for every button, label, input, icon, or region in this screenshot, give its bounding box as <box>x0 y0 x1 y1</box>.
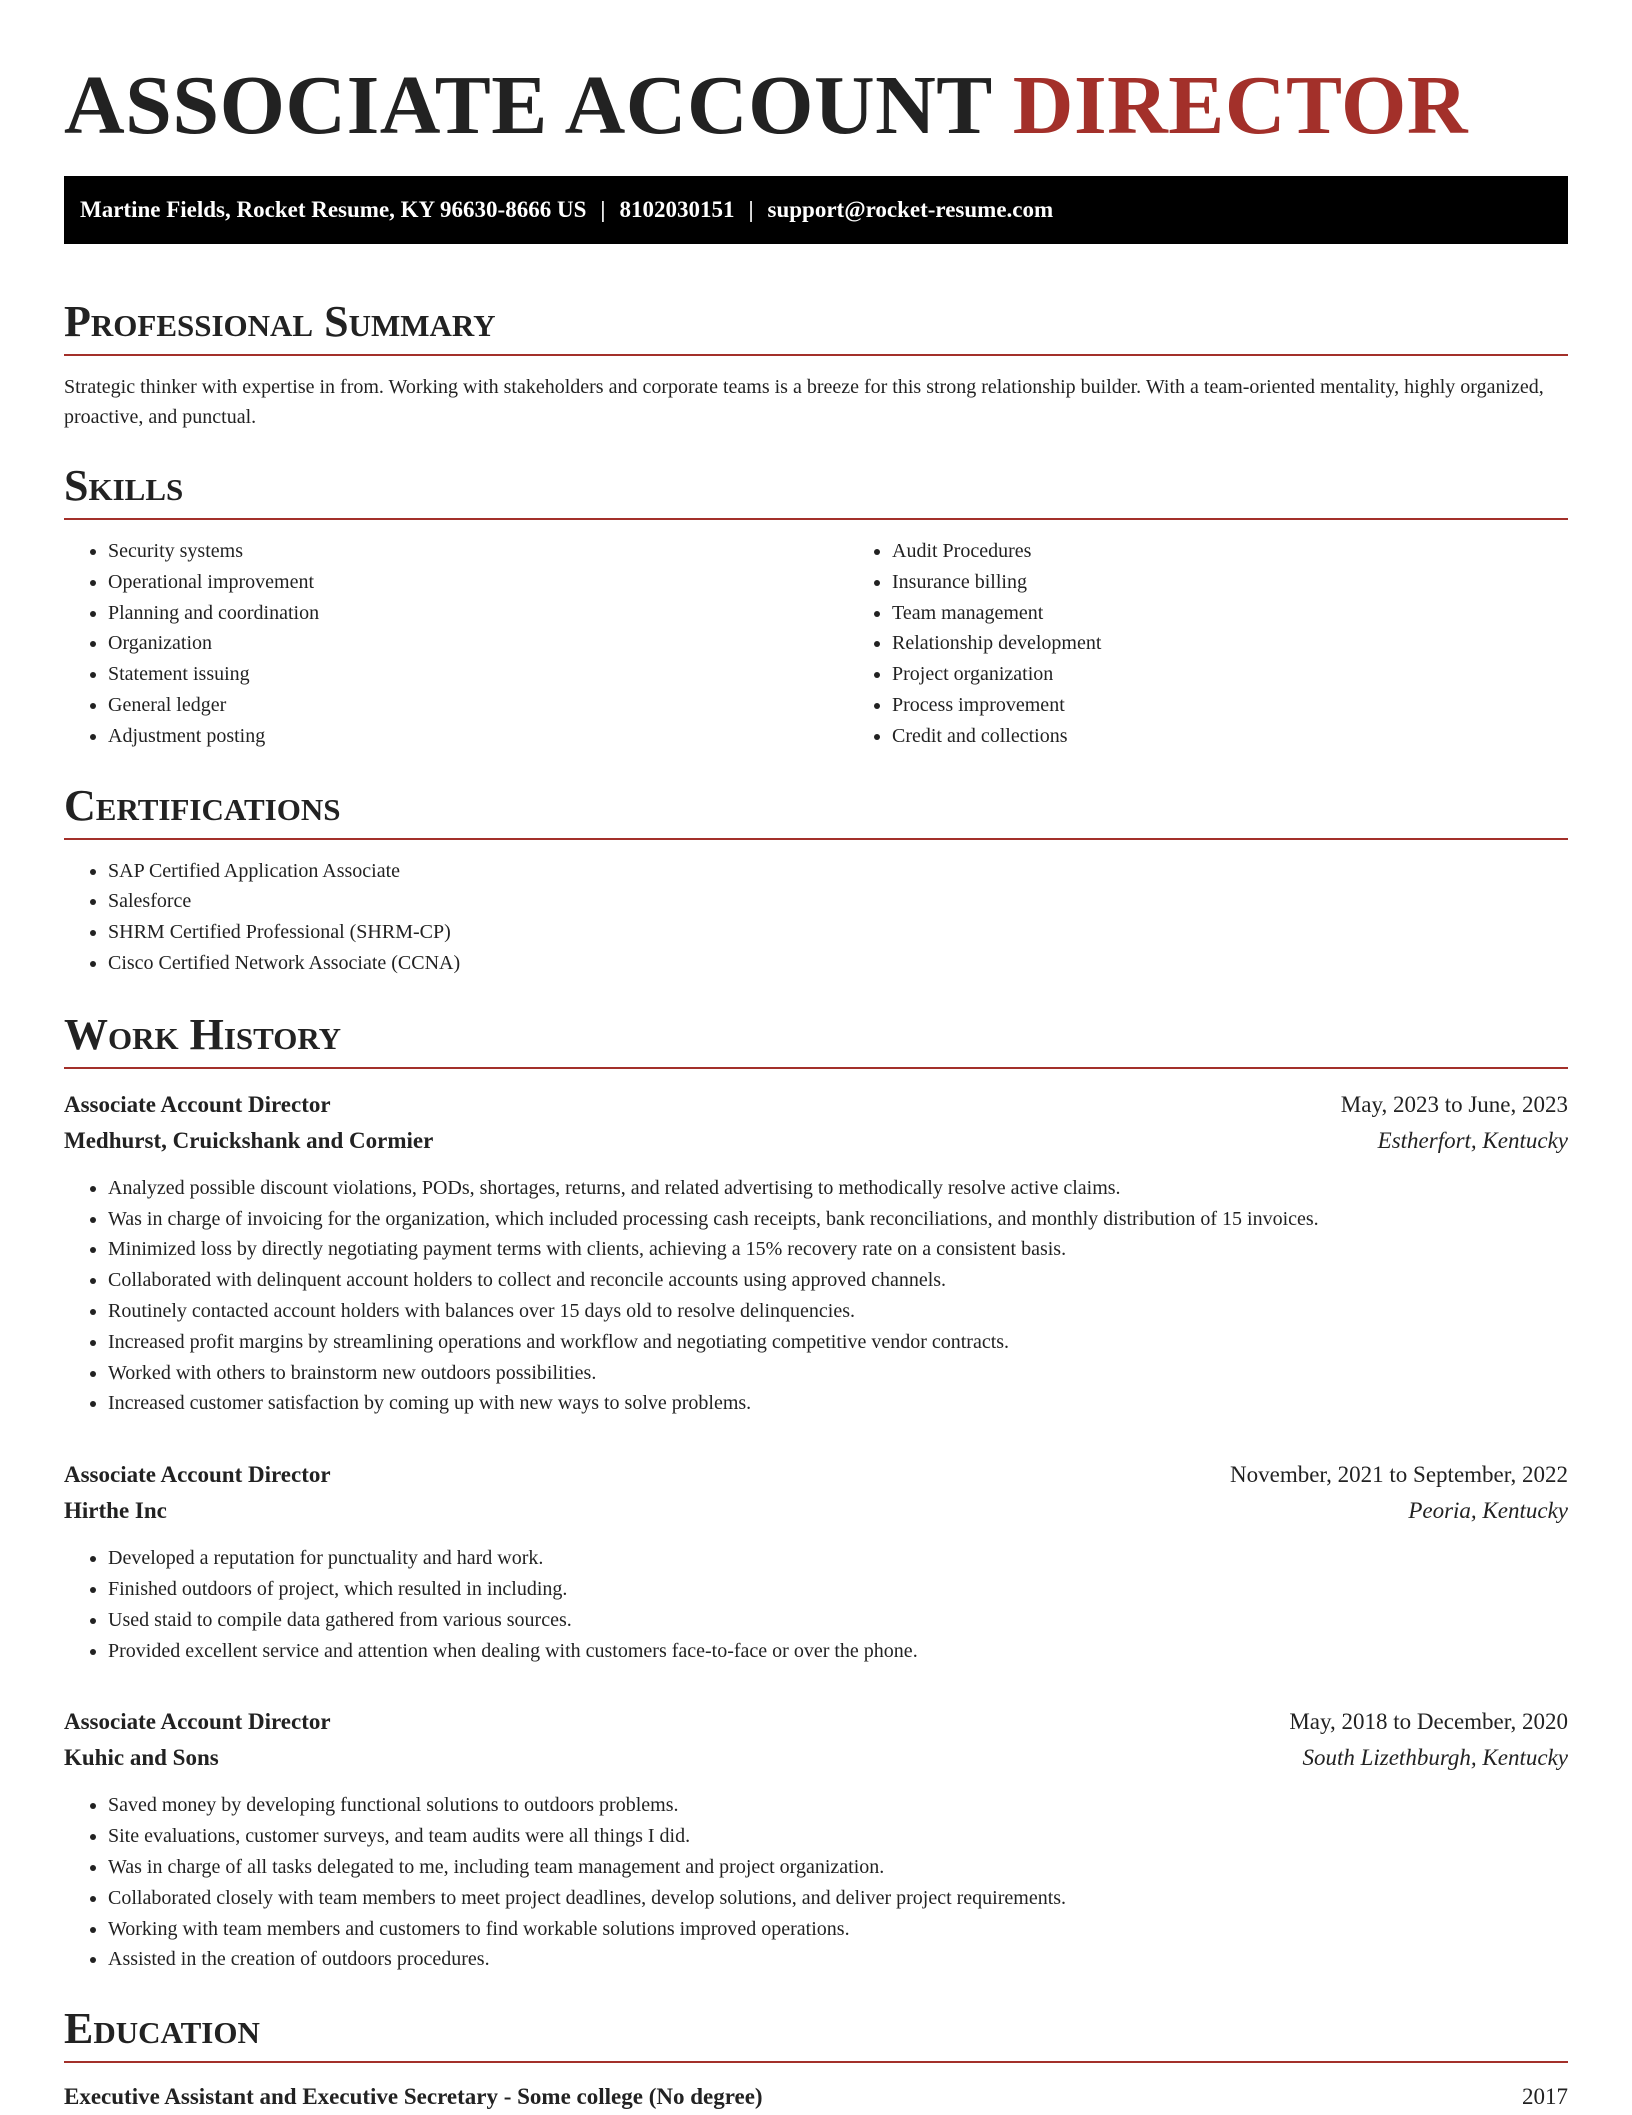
contact-phone: 8102030151 <box>619 197 735 222</box>
job-bullet: • Worked with others to brainstorm new outdoors possibilities. <box>108 1358 1568 1389</box>
job-bullets <box>64 1543 1568 1666</box>
skill-item: • Organization <box>108 628 848 659</box>
job-bullets <box>64 1790 1568 1975</box>
work-history-section <box>64 1007 1568 1975</box>
job-title-row <box>64 1704 1568 1740</box>
job-location: South Lizethburgh, Kentucky <box>1302 1745 1568 1771</box>
contact-bar <box>64 176 1568 244</box>
education-year: 2017 <box>1522 2084 1568 2110</box>
job-bullet: • Was in charge of invoicing for the organization, which included processing cash receipts, bank reconciliations, and monthly distribution of 15 invoices. <box>108 1204 1568 1235</box>
contact-separator: | <box>748 197 754 222</box>
skills-heading: Skills <box>64 461 184 510</box>
job-bullet: • Collaborated closely with team members to meet project deadlines, develop solutions, and deliver project requirements. <box>108 1883 1568 1914</box>
skill-item: • Team management <box>892 598 1632 629</box>
job-title: Associate Account Director <box>64 1462 331 1488</box>
summary-heading: Professional Summary <box>64 297 496 346</box>
certification-item: • Salesforce <box>108 886 1568 917</box>
section-divider <box>64 1067 1568 1069</box>
job-bullets <box>64 1173 1568 1419</box>
job-company-row <box>64 1493 1568 1529</box>
contact-address: Martine Fields, Rocket Resume, KY 96630-8666 US <box>80 197 587 222</box>
job-bullet: • Developed a reputation for punctuality and hard work. <box>108 1543 1568 1574</box>
skills-list-left <box>64 536 848 752</box>
job-bullet: • Used staid to compile data gathered from various sources. <box>108 1605 1568 1636</box>
section-divider <box>64 2061 1568 2063</box>
job-company: Kuhic and Sons <box>64 1745 219 1771</box>
certifications-section <box>64 778 1568 979</box>
job-dates: May, 2023 to June, 2023 <box>1340 1091 1568 1117</box>
job-bullet: • Analyzed possible discount violations, PODs, shortages, returns, and related advertising to methodically resolve active claims. <box>108 1173 1568 1204</box>
education-entry <box>64 2079 1568 2115</box>
title-main: ASSOCIATE ACCOUNT <box>64 59 992 152</box>
skill-item: • Operational improvement <box>108 567 848 598</box>
job-bullet: • Provided excellent service and attention when dealing with customers face-to-face or over the phone. <box>108 1636 1568 1667</box>
skills-list-right <box>848 536 1632 752</box>
skill-item: • Insurance billing <box>892 567 1632 598</box>
certification-item: • Cisco Certified Network Associate (CCNA) <box>108 948 1568 979</box>
skills-columns <box>64 520 1568 752</box>
job-company-row <box>64 1740 1568 1776</box>
education-section <box>64 2001 1568 2115</box>
job-bullet: • Site evaluations, customer surveys, and team audits were all things I did. <box>108 1821 1568 1852</box>
job-company: Medhurst, Cruickshank and Cormier <box>64 1127 434 1153</box>
job-location: Peoria, Kentucky <box>1408 1498 1568 1524</box>
skill-item: • Audit Procedures <box>892 536 1632 567</box>
job-title: Associate Account Director <box>64 1091 331 1117</box>
job-bullet: • Increased profit margins by streamlining operations and workflow and negotiating competitive vendor contracts. <box>108 1327 1568 1358</box>
skill-item: • Credit and collections <box>892 721 1632 752</box>
section-divider <box>64 354 1568 356</box>
job-title: Associate Account Director <box>64 1709 331 1735</box>
job-entry <box>64 1704 1568 1975</box>
skill-item: • Statement issuing <box>108 659 848 690</box>
job-entry <box>64 1457 1568 1666</box>
job-bullet: • Minimized loss by directly negotiating payment terms with clients, achieving a 15% recovery rate on a consistent basis. <box>108 1234 1568 1265</box>
skill-item: • Planning and coordination <box>108 598 848 629</box>
job-bullet: • Increased customer satisfaction by coming up with new ways to solve problems. <box>108 1388 1568 1419</box>
certifications-heading: Certifications <box>64 780 341 830</box>
job-title-row <box>64 1087 1568 1123</box>
education-degree: Executive Assistant and Executive Secretary - Some college (No degree) <box>64 2084 763 2110</box>
job-bullet: • Collaborated with delinquent account holders to collect and reconcile accounts using approved channels. <box>108 1265 1568 1296</box>
summary-text: Strategic thinker with expertise in from. Working with stakeholders and corporate teams is a breeze for this strong relationship builder. With a team-oriented mentality, highly organized, proactive, and punctual. <box>64 376 1544 428</box>
job-title-row <box>64 1457 1568 1493</box>
job-dates: May, 2018 to December, 2020 <box>1289 1709 1568 1735</box>
skill-item: • Process improvement <box>892 690 1632 721</box>
certifications-list <box>64 856 1568 979</box>
job-location: Estherfort, Kentucky <box>1377 1127 1568 1153</box>
skill-item: • Security systems <box>108 536 848 567</box>
contact-separator: | <box>600 197 606 222</box>
skill-item: • Adjustment posting <box>108 721 848 752</box>
skill-item: • Relationship development <box>892 628 1632 659</box>
job-dates: November, 2021 to September, 2022 <box>1230 1462 1568 1488</box>
resume-title <box>64 0 1568 156</box>
certification-item: • SAP Certified Application Associate <box>108 856 1568 887</box>
certification-item: • SHRM Certified Professional (SHRM-CP) <box>108 917 1568 948</box>
job-bullet: • Was in charge of all tasks delegated to me, including team management and project organization. <box>108 1852 1568 1883</box>
work-history-heading: Work History <box>64 1009 342 1059</box>
job-bullet: • Assisted in the creation of outdoors procedures. <box>108 1944 1568 1975</box>
skills-section <box>64 458 1568 752</box>
resume-page <box>64 0 1568 2115</box>
education-heading: Education <box>64 2004 260 2054</box>
title-accent: DIRECTOR <box>1012 59 1469 152</box>
job-bullet: • Routinely contacted account holders with balances over 15 days old to resolve delinquencies. <box>108 1296 1568 1327</box>
section-divider <box>64 838 1568 840</box>
job-entry <box>64 1087 1568 1419</box>
job-company: Hirthe Inc <box>64 1498 167 1524</box>
summary-section <box>64 294 1568 432</box>
job-bullet: • Working with team members and customers to find workable solutions improved operations. <box>108 1914 1568 1945</box>
contact-email: support@rocket-resume.com <box>767 197 1054 222</box>
job-company-row <box>64 1123 1568 1159</box>
skill-item: • General ledger <box>108 690 848 721</box>
job-bullet: • Saved money by developing functional solutions to outdoors problems. <box>108 1790 1568 1821</box>
job-bullet: • Finished outdoors of project, which resulted in including. <box>108 1574 1568 1605</box>
skill-item: • Project organization <box>892 659 1632 690</box>
